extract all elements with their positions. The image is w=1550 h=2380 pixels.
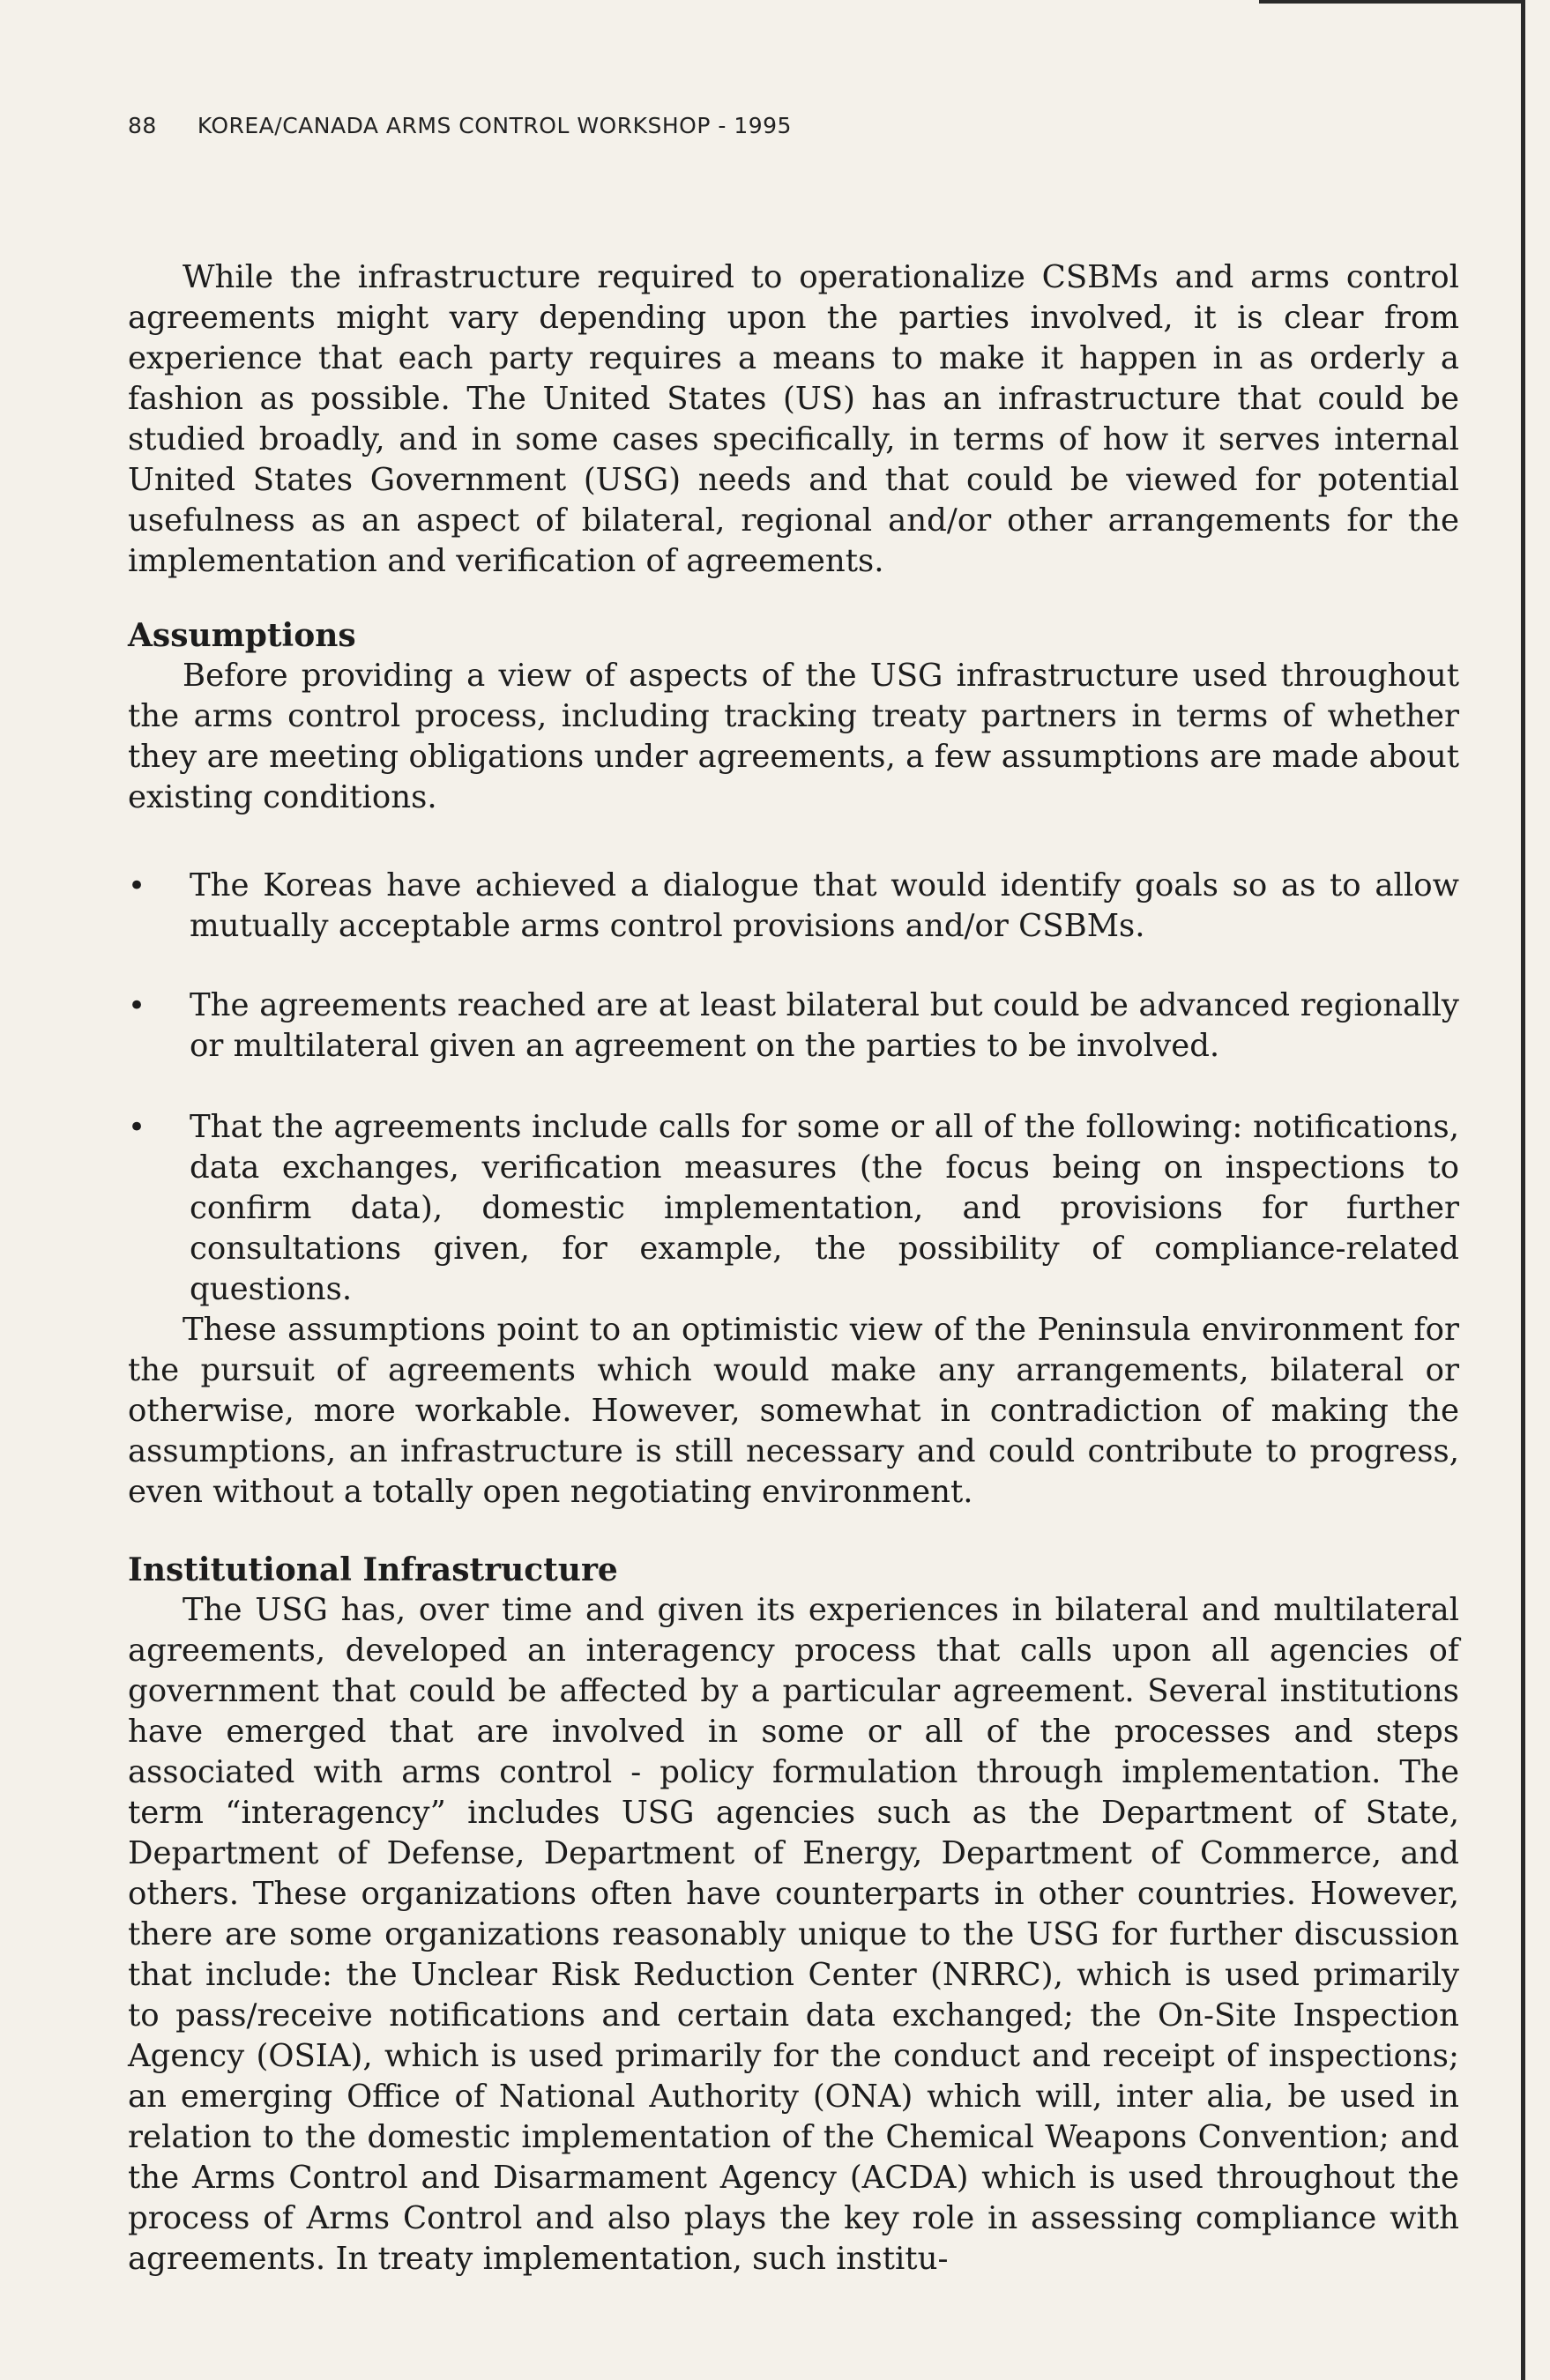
- top-edge-rule: [1259, 0, 1524, 4]
- assumptions-conclusion: These assumptions point to an optimistic view of the Peninsula environment for the pursuit of agreements which would make any arrangements, bilateral or otherwise, more workable. However, somewhat in contradiction of making the assumptions, an infrastructure is still necessary and could contribute to progress, even without a totally open negotiating environment.: [128, 1312, 1459, 1510]
- assumptions-heading: Assumptions: [128, 617, 356, 654]
- assumption-bullet-1: [128, 866, 1459, 947]
- running-header: [128, 113, 792, 138]
- bullet-text: The Koreas have achieved a dialogue that would identify goals so as to allow mutually acceptable arms control provisions and/or CSBMs.: [190, 867, 1459, 944]
- bullet-text: The agreements reached are at least bilateral but could be advanced regionally or multilateral given an agreement on the parties to be involved.: [190, 987, 1459, 1064]
- institutional-heading: Institutional Infrastructure: [128, 1551, 618, 1588]
- assumptions-conclusion-section: [128, 1310, 1459, 1513]
- running-title: KOREA/CANADA ARMS CONTROL WORKSHOP - 1995: [197, 113, 792, 138]
- assumptions-intro: Before providing a view of aspects of the USG infrastructure used throughout the arms control process, including tracking treaty partners in terms of whether they are meeting obligations under agreements, a few assumptions are made about existing conditions.: [128, 658, 1459, 815]
- institutional-body: The USG has, over time and given its experiences in bilateral and multilateral agreements, developed an interagency process that calls upon all agencies of government that could be affected by a particular agreement. Several institutions have emerged that are involved in some or all of the processes and steps associated with arms control - policy formulation through implementation. The term “interagency” includes USG agencies such as the Department of State, Department of Defense, Department of Energy, Department of Commerce, and others. These organizations often have counterparts in other countries. However, there are some organizations reasonably unique to the USG for further discussion that include: the Unclear Risk Reduction Center (NRRC), which is used primarily to pass/receive notifications and certain data exchanged; the On-Site Inspection Agency (OSIA), which is used primarily for the conduct and receipt of inspections; an emerging Office of National Authority (ONA) which will, inter alia, be used in relation to the domestic implementation of the Chemical Weapons Convention; and the Arms Control and Disarmament Agency (ACDA) which is used throughout the process of Arms Control and also plays the key role in assessing compliance with agreements. In treaty implementation, such institu-: [128, 1592, 1459, 2277]
- bullet-dot: •: [128, 868, 146, 904]
- bullet-dot: •: [128, 1110, 146, 1145]
- assumption-bullet-2: [128, 985, 1459, 1067]
- page-edge-line: [1521, 0, 1525, 2380]
- assumptions-section: [128, 615, 1459, 818]
- intro-section: [128, 257, 1459, 582]
- page-number: 88: [128, 113, 157, 138]
- institutional-section: [128, 1550, 1459, 2280]
- bullet-text: That the agreements include calls for some or all of the following: notifications, data exchanges, verification measures (the focus being on inspections to confirm data), domestic implementation, and provisions for further consultations given, for example, the possibility of compliance-related questions.: [190, 1109, 1459, 1307]
- bullet-dot: •: [128, 988, 146, 1023]
- assumption-bullet-3: [128, 1107, 1459, 1310]
- intro-paragraph: While the infrastructure required to operationalize CSBMs and arms control agreements might vary depending upon the parties involved, it is clear from experience that each party requires a means to make it happen in as orderly a fashion as possible. The United States (US) has an infrastructure that could be studied broadly, and in some cases specifically, in terms of how it serves internal United States Government (USG) needs and that could be viewed for potential usefulness as an aspect of bilateral, regional and/or other arrangements for the implementation and verification of agreements.: [128, 259, 1459, 579]
